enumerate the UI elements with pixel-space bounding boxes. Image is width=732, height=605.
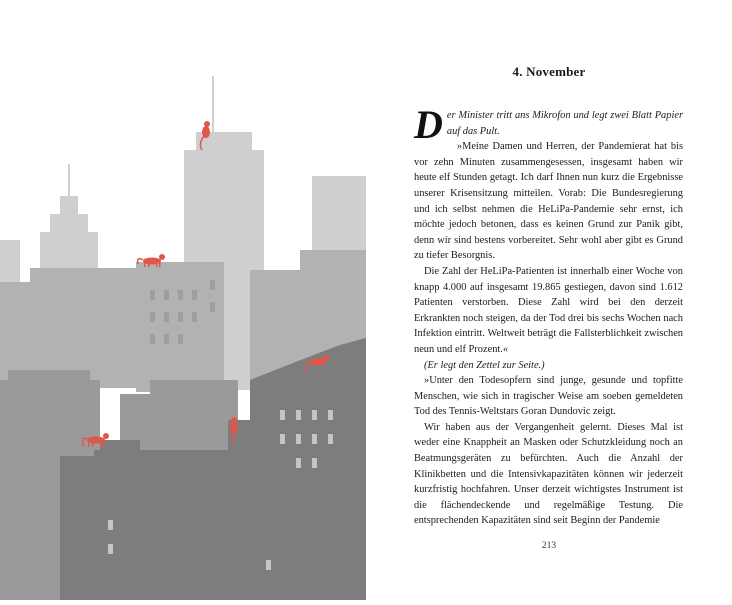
paragraph-4: (Er legt den Zettel zur Seite.): [424, 359, 545, 371]
paragraph-6: Wir haben aus der Vergangenheit gelernt. Dieses Mal ist weder eine Knappheit an Masken oder Schutzkleidung noch an Beatmungsgeräten zu befürchten. Auch die Anzahl der Klinikbetten und die Intensivkapazitäten können wir jederzeit kurzfristig hochfahren. Unser derzeit wichtigstes Instrument ist die flächendeckende und regelmäßige Testung. Die entsprechenden Kapazitäten sind seit Beginn der Pandemie: [414, 421, 683, 527]
paragraph-1-text: er Minister tritt ans Mikrofon und legt zwei Blatt Papier auf das Pult.: [446, 110, 683, 137]
page-number: 213: [541, 541, 557, 551]
paragraph-1: [414, 102, 683, 147]
book-page: [366, 0, 732, 600]
drop-cap: D: [414, 102, 443, 147]
paragraph-3: Die Zahl der HeLiPa-Patienten ist innerhalb einer Woche von knapp 4.000 auf insgesamt 19.865 gestiegen, davon sind 1.612 Patienten verstorben. Diese Zahl wird bei den derzeit Erkrankten noch steigen, da der Tod drei bis sechs Wochen nach Infektion eintritt. Weltweit beträgt die Fallsterblichkeit zwischen neun und elf Prozent.«: [414, 265, 683, 355]
city-illustration: [0, 0, 366, 600]
paragraph-2: »Meine Damen und Herren, der Pandemierat hat bis vor zehn Minuten zusammengesessen, insgesamt haben wir heute elf Stunden getagt. Ich darf Ihnen nun kurz die Ergebnisse unserer Krisensitzung mitteilen. Vorab: Die Bundesregierung und ich selbst nehmen die HeLiPa-Pandemie sehr ernst, ich möchte jedoch betonen, dass es keinen Grund zur Panik gibt, denn wir sind bestens vorbereitet. Sehr wohl aber gibt es Grund zu tiefer Besorgnis.: [414, 141, 683, 262]
chapter-title: 4. November: [512, 64, 586, 79]
paragraph-5: »Unter den Todesopfern sind junge, gesunde und topfitte Menschen, wie sich in tragischer Weise am soeben gemeldeten Tod des Tennis-Weltstars Goran Dundovic zeigt.: [414, 375, 683, 418]
body-text: [414, 102, 683, 529]
